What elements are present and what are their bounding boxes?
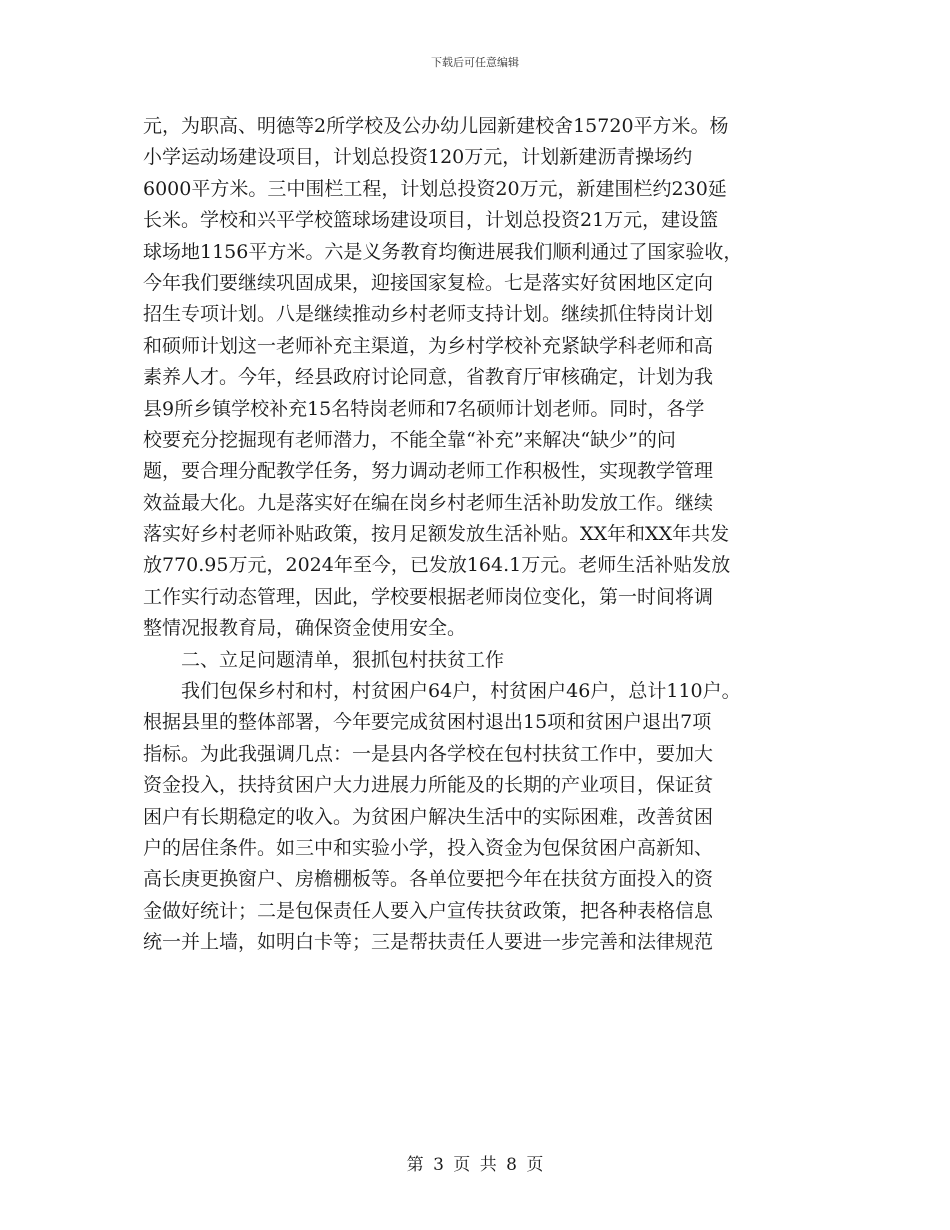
text-line: 小学运动场建设项目，计划总投资120万元，计划新建沥青操场约 [143, 146, 693, 169]
text-line: 效益最大化。九是落实好在编在岗乡村老师生活补助发放工作。继续 [143, 491, 714, 514]
text-line: 素养人才。今年，经县政府讨论同意，省教育厅审核确定，计划为我 [143, 366, 714, 389]
text-line: 长米。学校和兴平学校篮球场建设项目，计划总投资21万元，建设篮 [143, 209, 719, 232]
text-line: 招生专项计划。八是继续推动乡村老师支持计划。继续抓住特岗计划 [143, 303, 714, 326]
text-line: 我们包保乡村和村，村贫困户64户，村贫困户46户，总计110户。 [143, 680, 741, 703]
text-line: 校要充分挖掘现有老师潜力，不能全靠“补充”来解决“缺少”的问 [143, 428, 676, 451]
text-line: 统一并上墙，如明白卡等；三是帮扶责任人要进一步完善和法律规范 [143, 931, 714, 954]
text-line: 困户有长期稳定的收入。为贫困户解决生活中的实际困难，改善贫困 [143, 805, 714, 828]
text-line: 元，为职高、明德等2所学校及公办幼儿园新建校舍15720平方米。杨 [143, 115, 729, 137]
text-line: 工作实行动态管理，因此，学校要根据老师岗位变化，第一时间将调 [143, 585, 714, 608]
document-body [143, 111, 843, 959]
text-line: 整情况报教育局，确保资金使用安全。 [143, 617, 467, 640]
text-line: 6000平方米。三中围栏工程，计划总投资20万元，新建围栏约230延 [143, 177, 727, 200]
text-line: 户的居住条件。如三中和实验小学，投入资金为包保贫困户高新知、 [143, 836, 714, 859]
text-line: 资金投入，扶持贫困户大力进展力所能及的长期的产业项目，保证贫 [143, 774, 714, 797]
text-line: 金做好统计；二是包保责任人要入户宣传扶贫政策，把各种表格信息 [143, 899, 714, 922]
text-line: 球场地1156平方米。六是义务教育均衡进展我们顺利通过了国家验收， [143, 240, 743, 263]
text-line: 和硕师计划这一老师补充主渠道，为乡村学校补充紧缺学科老师和高 [143, 334, 714, 357]
text-line: 放770.95万元，2024年至今，已发放164.1万元。老师生活补贴发放 [143, 554, 731, 577]
section-heading: 二、立足问题清单，狠抓包村扶贫工作 [143, 648, 505, 671]
text-line: 县9所乡镇学校补充15名特岗老师和7名硕师计划老师。同时，各学 [143, 397, 705, 420]
text-line: 高长庚更换窗户、房檐棚板等。各单位要把今年在扶贫方面投入的资 [143, 868, 714, 891]
text-line: 题，要合理分配教学任务，努力调动老师工作积极性，实现教学管理 [143, 460, 714, 483]
text-line: 今年我们要继续巩固成果，迎接国家复检。七是落实好贫困地区定向 [143, 271, 714, 294]
text-line: 根据县里的整体部署，今年要完成贫困村退出15项和贫困户退出7项 [143, 711, 712, 734]
text-line: 落实好乡村老师补贴政策，按月足额发放生活补贴。XX年和XX年共发 [143, 523, 730, 546]
page-header: 下载后可任意编辑 [431, 56, 519, 69]
page-number-footer: 第 3 页 共 8 页 [406, 1155, 544, 1175]
text-line: 指标。为此我强调几点：一是县内各学校在包村扶贫工作中，要加大 [143, 742, 714, 765]
